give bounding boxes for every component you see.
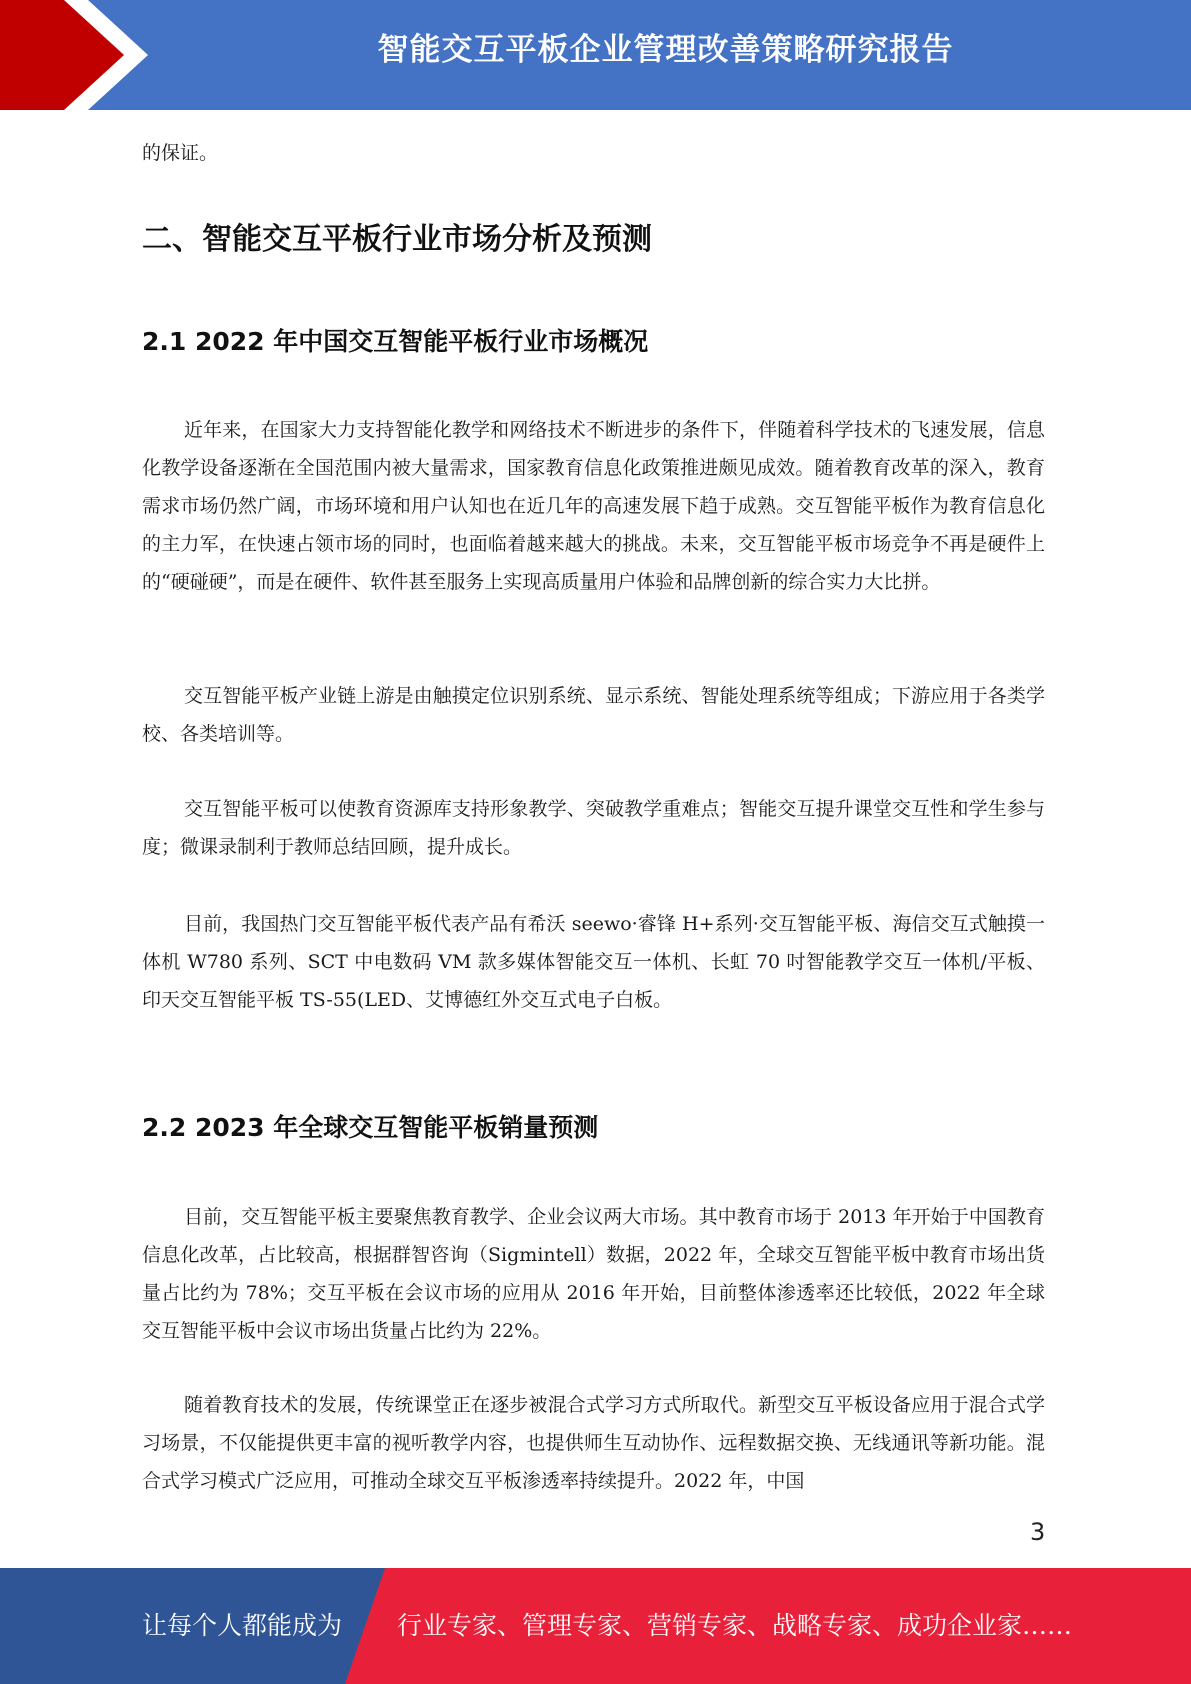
paragraph: 目前，交互智能平板主要聚焦教育教学、企业会议两大市场。其中教育市场于 2013 年开始于中国教育信息化改革，占比较高，根据群智咨询（Sigmintell）数据，2022 年，全球交互智能平板中教育市场出货量占比约为 78%；交互平板在会议市场的应用从 2016 年开始，目前整体渗透率还比较低，2022 年全球交互智能平板中会议市场出货量占比约为 22%。: [142, 1206, 1045, 1342]
paragraph: 交互智能平板可以使教育资源库支持形象教学、突破教学重难点；智能交互提升课堂交互性和学生参与度；微课录制利于教师总结回顾，提升成长。: [142, 798, 1045, 858]
paragraph-continued: 的保证。: [142, 142, 219, 164]
section-heading-2-2: 2.2 2023 年全球交互智能平板销量预测: [142, 1113, 599, 1142]
footer-slogan-left: 让每个人都能成为: [142, 1611, 343, 1640]
paragraph: 近年来，在国家大力支持智能化教学和网络技术不断进步的条件下，伴随着科学技术的飞速发展，信息化教学设备逐渐在全国范围内被大量需求，国家教育信息化政策推进颇见成效。随着教育改革的深入，教育需求市场仍然广阔，市场环境和用户认知也在近几年的高速发展下趋于成熟。交互智能平板作为教育信息化的主力军，在快速占领市场的同时，也面临着越来越大的挑战。未来，交互智能平板市场竞争不再是硬件上的“硬碰硬”，而是在硬件、软件甚至服务上实现高质量用户体验和品牌创新的综合实力大比拼。: [142, 419, 1045, 593]
paragraph: 目前，我国热门交互智能平板代表产品有希沃 seewo·睿锋 H+系列·交互智能平板、海信交互式触摸一体机 W780 系列、SCT 中电数码 VM 款多媒体智能交互一体机、长虹 70 吋智能教学交互一体机/平板、印天交互智能平板 TS-55(LED、艾博德红外交互式电子白板。: [142, 913, 1045, 1011]
paragraph: 随着教育技术的发展，传统课堂正在逐步被混合式学习方式所取代。新型交互平板设备应用于混合式学习场景，不仅能提供更丰富的视听教学内容，也提供师生互动协作、远程数据交换、无线通讯等新功能。混合式学习模式广泛应用，可推动全球交互平板渗透率持续提升。2022 年，中国: [142, 1394, 1045, 1492]
header-arrow-decoration: [0, 0, 160, 110]
page-header: [0, 0, 1191, 110]
section-heading-2-1: 2.1 2022 年中国交互智能平板行业市场概况: [142, 327, 649, 356]
chapter-heading: 二、智能交互平板行业市场分析及预测: [142, 222, 652, 257]
page-footer: [0, 1568, 1191, 1684]
footer-slogan-right: 行业专家、管理专家、营销专家、战略专家、成功企业家……: [397, 1611, 1073, 1640]
page-number: 3: [1030, 1518, 1046, 1546]
header-title: 智能交互平板企业管理改善策略研究报告: [377, 32, 954, 68]
paragraph: 交互智能平板产业链上游是由触摸定位识别系统、显示系统、智能处理系统等组成；下游应用于各类学校、各类培训等。: [142, 685, 1045, 745]
